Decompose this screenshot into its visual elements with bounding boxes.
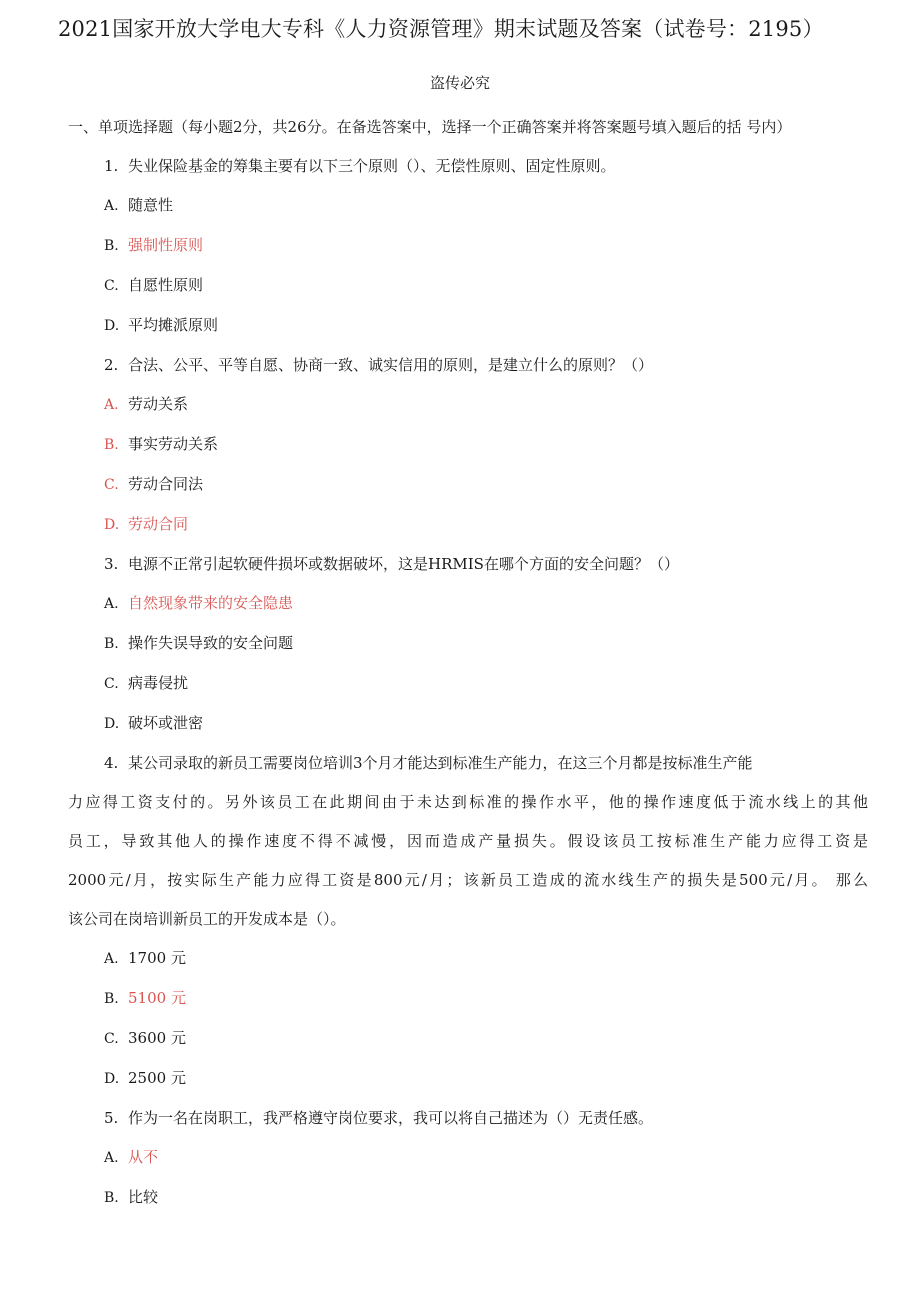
- option-letter: A.: [104, 596, 119, 612]
- option-letter: A.: [104, 198, 119, 214]
- question-section: [68, 108, 868, 1218]
- option-text: 破坏或泄密: [128, 714, 204, 732]
- document-subtitle: 盗传必究: [429, 74, 490, 92]
- option-text: 病毒侵扰: [128, 674, 189, 692]
- option-2d: [68, 505, 868, 545]
- question-3: [68, 545, 868, 584]
- option-2c: [68, 465, 868, 505]
- option-letter: A.: [104, 397, 119, 413]
- option-text-answer: 从不: [128, 1148, 159, 1166]
- option-letter: C.: [104, 1031, 119, 1047]
- option-5b: [68, 1178, 868, 1218]
- option-letter: A.: [104, 951, 119, 967]
- option-text: 平均摊派原则: [128, 316, 219, 334]
- option-1d: [68, 306, 868, 346]
- question-2: [68, 346, 868, 385]
- option-text: 劳动合同法: [128, 475, 204, 493]
- option-text-answer: 5100 元: [128, 989, 186, 1007]
- question-number: 5.: [104, 1109, 119, 1127]
- question-number: 2.: [104, 356, 119, 374]
- question-number: 3.: [104, 555, 119, 573]
- question-number: 1.: [104, 157, 119, 175]
- option-text: 劳动关系: [128, 395, 189, 413]
- option-letter: B.: [104, 238, 119, 254]
- question-text: 失业保险基金的筹集主要有以下三个原则（）、无偿性原则、固定性原则。: [128, 157, 616, 175]
- option-letter: D.: [104, 716, 120, 732]
- option-letter: D.: [104, 517, 120, 533]
- question-4: [68, 744, 868, 783]
- option-letter: C.: [104, 278, 119, 294]
- option-text: 比较: [128, 1188, 159, 1206]
- option-5a: [68, 1138, 868, 1178]
- option-letter: B.: [104, 636, 119, 652]
- option-text: 操作失误导致的安全问题: [128, 634, 294, 652]
- option-letter: B.: [104, 991, 119, 1007]
- option-1c: [68, 266, 868, 306]
- option-3b: [68, 624, 868, 664]
- question-text-line: 某公司录取的新员工需要岗位培训3个月才能达到标准生产能力，在这三个月都是按标准生产能: [128, 754, 753, 772]
- document-title: 2021国家开放大学电大专科《人力资源管理》期末试题及答案（试卷号：2195）: [58, 17, 824, 41]
- question-text: 电源不正常引起软硬件损坏或数据破坏，这是HRMIS在哪个方面的安全问题？（）: [128, 555, 679, 573]
- question-1: [68, 147, 868, 186]
- option-letter: C.: [104, 477, 119, 493]
- question-4-line-4: 2000元/月，按实际生产能力应得工资是800元/月；该新员工造成的流水线生产的损失是500元/月。 那么: [68, 871, 868, 889]
- option-4a: [68, 939, 868, 979]
- option-letter: D.: [104, 1071, 120, 1087]
- option-1a: [68, 186, 868, 226]
- section-header: 一、单项选择题（每小题2分，共26分。在备选答案中，选择一个正确答案并将答案题号填入题后的括 号内）: [68, 118, 792, 136]
- question-4-line-3: 员工，导致其他人的操作速度不得不减慢，因而造成产量损失。假设该员工按标准生产能力应得工资是: [68, 832, 868, 850]
- option-text: 1700 元: [128, 949, 186, 967]
- option-2b: [68, 425, 868, 465]
- question-5: [68, 1099, 868, 1138]
- option-3a: [68, 584, 868, 624]
- option-letter: B.: [104, 1190, 119, 1206]
- option-text: 随意性: [128, 196, 174, 214]
- option-text: 事实劳动关系: [128, 435, 219, 453]
- option-4d: [68, 1059, 868, 1099]
- option-text: 自愿性原则: [128, 276, 204, 294]
- option-letter: D.: [104, 318, 120, 334]
- option-letter: B.: [104, 437, 119, 453]
- option-2a: [68, 385, 868, 425]
- question-number: 4.: [104, 754, 119, 772]
- option-text-answer: 劳动合同: [128, 515, 189, 533]
- option-4c: [68, 1019, 868, 1059]
- option-text: 3600 元: [128, 1029, 186, 1047]
- question-4-line-5: 该公司在岗培训新员工的开发成本是（）。: [68, 910, 346, 928]
- option-letter: C.: [104, 676, 119, 692]
- option-text-answer: 强制性原则: [128, 236, 204, 254]
- question-text: 合法、公平、平等自愿、协商一致、诚实信用的原则，是建立什么的原则？（）: [128, 356, 654, 374]
- question-4-line-2: 力应得工资支付的。另外该员工在此期间由于未达到标准的操作水平，他的操作速度低于流水线上的其他: [68, 793, 868, 811]
- question-text: 作为一名在岗职工，我严格遵守岗位要求，我可以将自己描述为（）无责任感。: [128, 1109, 654, 1127]
- option-1b: [68, 226, 868, 266]
- option-text-answer: 自然现象带来的安全隐患: [128, 594, 294, 612]
- option-3d: [68, 704, 868, 744]
- option-3c: [68, 664, 868, 704]
- option-4b: [68, 979, 868, 1019]
- option-letter: A.: [104, 1150, 119, 1166]
- option-text: 2500 元: [128, 1069, 186, 1087]
